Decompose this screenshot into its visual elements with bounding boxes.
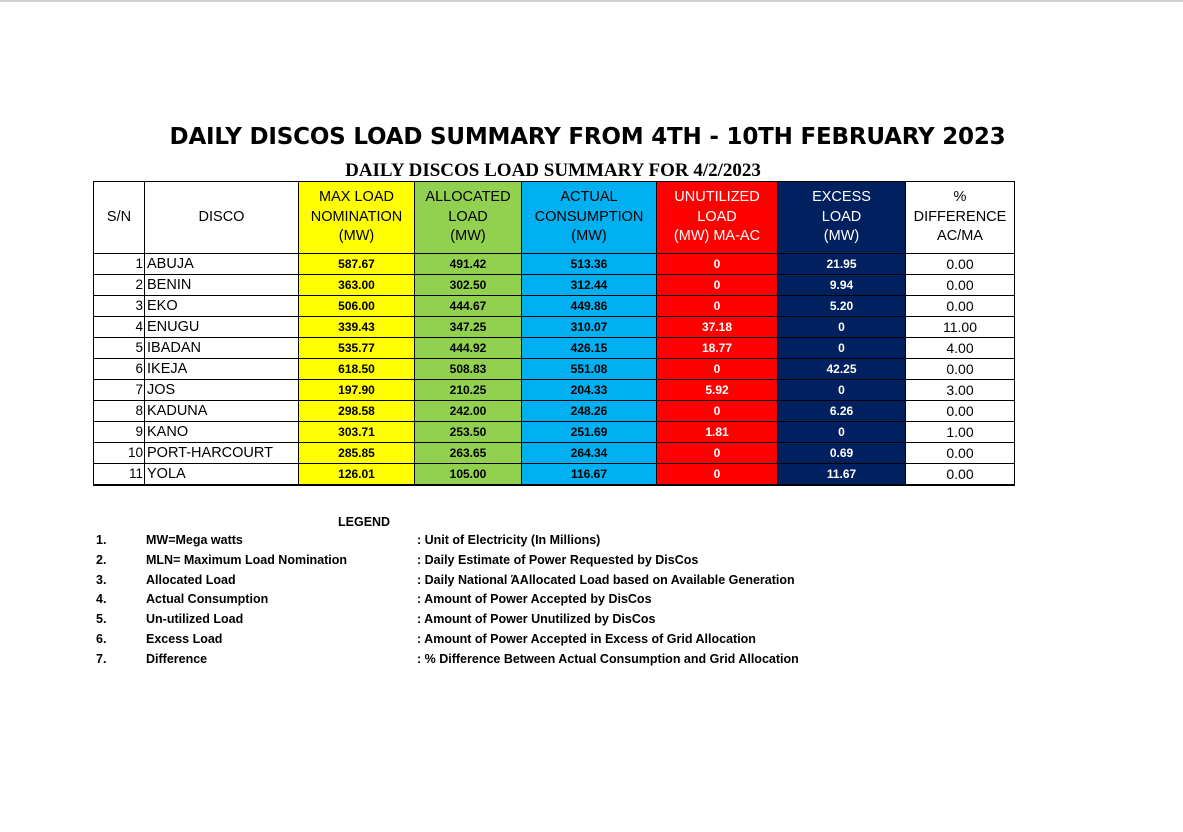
header-percent-difference: % DIFFERENCE AC/MA xyxy=(906,182,1015,254)
cell-allocated-load: 347.25 xyxy=(415,317,522,338)
cell-unutilized-load: 37.18 xyxy=(657,317,778,338)
cell-excess-load: 9.94 xyxy=(778,275,906,296)
page-title: DAILY DISCOS LOAD SUMMARY FROM 4TH - 10TH FEBRUARY 2023 xyxy=(169,124,1006,150)
cell-disco: ENUGU xyxy=(145,317,299,338)
legend-item-term: Un-utilized Load xyxy=(146,612,244,627)
legend-heading: LEGEND xyxy=(338,515,391,529)
cell-unutilized-load: 0 xyxy=(657,254,778,275)
legend-item-term: Difference xyxy=(146,651,208,666)
cell-excess-load: 5.20 xyxy=(778,296,906,317)
cell-allocated-load: 210.25 xyxy=(415,380,522,401)
cell-allocated-load: 263.65 xyxy=(415,443,522,464)
cell-allocated-load: 253.50 xyxy=(415,422,522,443)
legend-item-number: 6. xyxy=(96,631,107,646)
cell-excess-load: 0 xyxy=(778,338,906,359)
cell-actual-consumption: 116.67 xyxy=(522,464,657,486)
cell-allocated-load: 491.42 xyxy=(415,254,522,275)
cell-percent-difference: 0.00 xyxy=(906,443,1015,464)
legend-item-term: MLN= Maximum Load Nomination xyxy=(146,552,348,567)
table-row xyxy=(94,380,1015,401)
table-row xyxy=(94,464,1015,486)
cell-disco: KADUNA xyxy=(145,401,299,422)
cell-unutilized-load: 18.77 xyxy=(657,338,778,359)
cell-allocated-load: 444.67 xyxy=(415,296,522,317)
legend-item xyxy=(0,531,1183,551)
table-row xyxy=(94,401,1015,422)
legend-item xyxy=(0,590,1183,610)
table-row xyxy=(94,443,1015,464)
legend-item-term: Allocated Load xyxy=(146,572,236,587)
cell-max-load: 587.67 xyxy=(299,254,415,275)
cell-disco: JOS xyxy=(145,380,299,401)
cell-sn: 7 xyxy=(94,380,145,401)
table-body xyxy=(94,254,1015,486)
legend-item-definition: : Amount of Power Accepted in Excess of Grid Allocation xyxy=(417,631,756,646)
legend-item xyxy=(0,571,1183,591)
cell-disco: IBADAN xyxy=(145,338,299,359)
legend-item-definition: : Daily Estimate of Power Requested by DisCos xyxy=(417,552,699,567)
cell-percent-difference: 0.00 xyxy=(906,359,1015,380)
legend-item-definition: : % Difference Between Actual Consumption and Grid Allocation xyxy=(417,651,799,666)
table-row xyxy=(94,254,1015,275)
cell-percent-difference: 0.00 xyxy=(906,401,1015,422)
header-sn: S/N xyxy=(94,182,145,254)
header-excess-load: EXCESS LOAD (MW) xyxy=(778,182,906,254)
cell-sn: 6 xyxy=(94,359,145,380)
legend-item xyxy=(0,610,1183,630)
table-header-row xyxy=(94,182,1015,254)
cell-unutilized-load: 0 xyxy=(657,443,778,464)
legend-item xyxy=(0,650,1183,670)
cell-unutilized-load: 0 xyxy=(657,464,778,486)
cell-disco: KANO xyxy=(145,422,299,443)
cell-excess-load: 11.67 xyxy=(778,464,906,486)
cell-disco: PORT-HARCOURT xyxy=(145,443,299,464)
cell-unutilized-load: 0 xyxy=(657,275,778,296)
legend-item-definition: : Daily National ΆAllocated Load based on Available Generation xyxy=(417,572,795,587)
cell-actual-consumption: 449.86 xyxy=(522,296,657,317)
header-actual-consumption: ACTUAL CONSUMPTION (MW) xyxy=(522,182,657,254)
legend-item-definition: : Unit of Electricity (In Millions) xyxy=(417,533,601,547)
cell-max-load: 535.77 xyxy=(299,338,415,359)
cell-actual-consumption: 310.07 xyxy=(522,317,657,338)
legend-item-term: MW=Mega watts xyxy=(146,533,243,547)
table-row xyxy=(94,422,1015,443)
table-row xyxy=(94,275,1015,296)
page-top-border xyxy=(0,0,1183,2)
cell-excess-load: 0 xyxy=(778,422,906,443)
legend-item xyxy=(0,630,1183,650)
cell-actual-consumption: 264.34 xyxy=(522,443,657,464)
cell-unutilized-load: 0 xyxy=(657,401,778,422)
load-summary-table xyxy=(93,181,1015,486)
table-subtitle: DAILY DISCOS LOAD SUMMARY FOR 4/2/2023 xyxy=(345,160,761,181)
cell-actual-consumption: 251.69 xyxy=(522,422,657,443)
cell-max-load: 506.00 xyxy=(299,296,415,317)
cell-sn: 9 xyxy=(94,422,145,443)
table-row xyxy=(94,338,1015,359)
legend-list xyxy=(0,531,1183,670)
legend-item-definition: : Amount of Power Accepted by DisCos xyxy=(417,592,652,607)
cell-excess-load: 0.69 xyxy=(778,443,906,464)
cell-actual-consumption: 513.36 xyxy=(522,254,657,275)
cell-disco: IKEJA xyxy=(145,359,299,380)
legend-item-term: Excess Load xyxy=(146,631,223,646)
table-row xyxy=(94,296,1015,317)
cell-actual-consumption: 312.44 xyxy=(522,275,657,296)
cell-disco: ABUJA xyxy=(145,254,299,275)
cell-excess-load: 6.26 xyxy=(778,401,906,422)
cell-disco: YOLA xyxy=(145,464,299,486)
legend-item-number: 4. xyxy=(96,592,107,607)
table-row xyxy=(94,317,1015,338)
cell-unutilized-load: 5.92 xyxy=(657,380,778,401)
table-row xyxy=(94,359,1015,380)
cell-max-load: 303.71 xyxy=(299,422,415,443)
cell-actual-consumption: 551.08 xyxy=(522,359,657,380)
cell-unutilized-load: 1.81 xyxy=(657,422,778,443)
cell-percent-difference: 4.00 xyxy=(906,338,1015,359)
cell-allocated-load: 105.00 xyxy=(415,464,522,486)
cell-percent-difference: 0.00 xyxy=(906,464,1015,486)
cell-sn: 5 xyxy=(94,338,145,359)
header-allocated-load: ALLOCATED LOAD (MW) xyxy=(415,182,522,254)
legend-item-definition: : Amount of Power Unutilized by DisCos xyxy=(417,612,656,627)
cell-allocated-load: 508.83 xyxy=(415,359,522,380)
legend-item-number: 7. xyxy=(96,651,107,666)
cell-unutilized-load: 0 xyxy=(657,359,778,380)
cell-disco: EKO xyxy=(145,296,299,317)
cell-max-load: 618.50 xyxy=(299,359,415,380)
cell-actual-consumption: 248.26 xyxy=(522,401,657,422)
cell-sn: 4 xyxy=(94,317,145,338)
cell-max-load: 285.85 xyxy=(299,443,415,464)
legend-item-term: Actual Consumption xyxy=(146,592,269,607)
legend-item xyxy=(0,551,1183,571)
cell-percent-difference: 0.00 xyxy=(906,296,1015,317)
legend-item-number: 3. xyxy=(96,572,107,587)
cell-sn: 2 xyxy=(94,275,145,296)
legend-item-number: 2. xyxy=(96,552,107,567)
cell-actual-consumption: 204.33 xyxy=(522,380,657,401)
cell-percent-difference: 11.00 xyxy=(906,317,1015,338)
cell-max-load: 298.58 xyxy=(299,401,415,422)
cell-percent-difference: 0.00 xyxy=(906,254,1015,275)
cell-sn: 10 xyxy=(94,443,145,464)
cell-sn: 11 xyxy=(94,464,145,486)
cell-unutilized-load: 0 xyxy=(657,296,778,317)
header-unutilized-load: UNUTILIZED LOAD (MW) MA-AC xyxy=(657,182,778,254)
cell-disco: BENIN xyxy=(145,275,299,296)
cell-excess-load: 0 xyxy=(778,380,906,401)
cell-max-load: 197.90 xyxy=(299,380,415,401)
cell-excess-load: 42.25 xyxy=(778,359,906,380)
header-max-load: MAX LOAD NOMINATION (MW) xyxy=(299,182,415,254)
cell-allocated-load: 242.00 xyxy=(415,401,522,422)
legend-item-number: 5. xyxy=(96,612,107,627)
cell-percent-difference: 1.00 xyxy=(906,422,1015,443)
legend-item-number: 1. xyxy=(96,533,107,547)
cell-sn: 1 xyxy=(94,254,145,275)
cell-allocated-load: 444.92 xyxy=(415,338,522,359)
cell-max-load: 339.43 xyxy=(299,317,415,338)
cell-sn: 3 xyxy=(94,296,145,317)
cell-allocated-load: 302.50 xyxy=(415,275,522,296)
cell-percent-difference: 3.00 xyxy=(906,380,1015,401)
cell-max-load: 126.01 xyxy=(299,464,415,486)
cell-excess-load: 0 xyxy=(778,317,906,338)
cell-excess-load: 21.95 xyxy=(778,254,906,275)
cell-percent-difference: 0.00 xyxy=(906,275,1015,296)
header-disco: DISCO xyxy=(145,182,299,254)
cell-actual-consumption: 426.15 xyxy=(522,338,657,359)
cell-sn: 8 xyxy=(94,401,145,422)
cell-max-load: 363.00 xyxy=(299,275,415,296)
